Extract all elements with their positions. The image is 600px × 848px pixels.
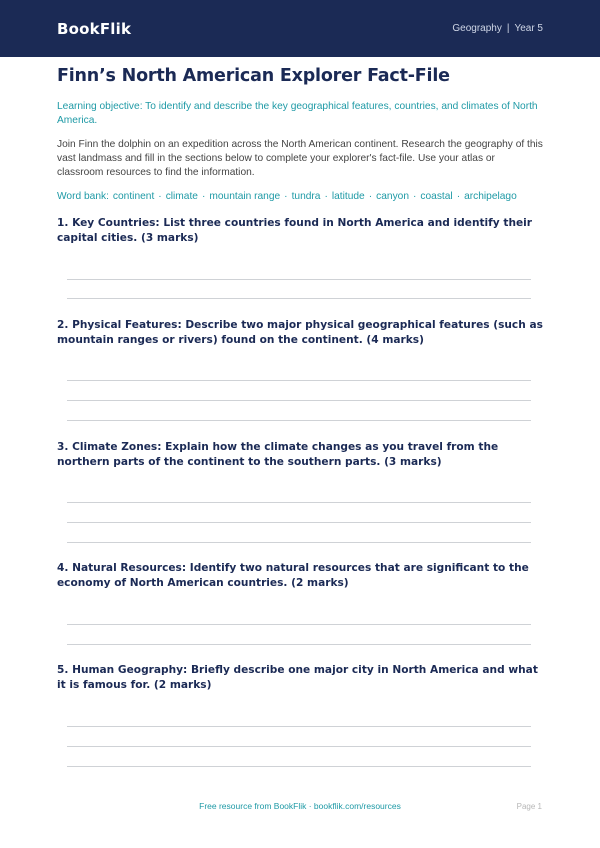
- footer-resource-link[interactable]: Free resource from BookFlik · bookflik.com/resources: [199, 801, 401, 811]
- brand-logo[interactable]: BookFlik: [57, 19, 132, 38]
- answer-line[interactable]: [67, 746, 531, 747]
- subject-label: Geography: [452, 23, 502, 34]
- word-bank-word: mountain range: [209, 191, 281, 202]
- word-bank-separator: ·: [284, 191, 288, 202]
- answer-line[interactable]: [67, 298, 531, 299]
- word-bank-separator: ·: [158, 191, 162, 202]
- page-title: Finn’s North American Explorer Fact-File: [57, 66, 450, 86]
- year-label: Year 5: [514, 23, 543, 34]
- word-bank-separator: ·: [201, 191, 206, 202]
- answer-line[interactable]: [67, 279, 531, 280]
- word-bank-word: archipelago: [464, 191, 517, 202]
- question-2: 2. Physical Features: Describe two major physical geographical features (such as mountain ranges or rivers) found on the continent. (4 marks): [57, 319, 543, 346]
- word-bank-separator: ·: [413, 191, 417, 202]
- answer-line[interactable]: [67, 502, 531, 503]
- subject-year-label: [452, 23, 543, 34]
- answer-line[interactable]: [67, 420, 531, 421]
- answer-line[interactable]: [67, 380, 531, 381]
- question-5: 5. Human Geography: Briefly describe one major city in North America and what it is famous for. (2 marks): [57, 664, 538, 691]
- word-bank-word: climate: [165, 191, 198, 202]
- answer-line[interactable]: [67, 522, 531, 523]
- word-bank-word: tundra: [291, 191, 321, 202]
- answer-line[interactable]: [67, 726, 531, 727]
- word-bank-separator: ·: [324, 191, 328, 202]
- answer-line[interactable]: [67, 644, 531, 645]
- question-1: 1. Key Countries: List three countries found in North America and identify their capital cities. (3 marks): [57, 217, 533, 244]
- intro-paragraph: Join Finn the dolphin on an expedition across the North American continent. Research the geography of this vast landmass and fill in the sections below to complete your explorer's fact-file. Use your atlas or classroom resources to find the information.: [57, 139, 543, 178]
- word-bank-word: coastal: [420, 191, 453, 202]
- word-bank-word: latitude: [331, 191, 365, 202]
- word-bank: [57, 190, 543, 204]
- question-4: 4. Natural Resources: Identify two natural resources that are significant to the economy of North American countries. (2 marks): [57, 562, 529, 589]
- intro-section: [57, 66, 543, 204]
- page-header: [0, 0, 600, 57]
- word-bank-word: continent: [112, 191, 155, 202]
- answer-line[interactable]: [67, 766, 531, 767]
- answer-line[interactable]: [67, 400, 531, 401]
- word-bank-word: canyon: [376, 191, 409, 202]
- word-bank-separator: ·: [456, 191, 461, 202]
- learning-objective: Learning objective: To identify and describe the key geographical features, countries, and climates of North America.: [57, 101, 538, 126]
- answer-line[interactable]: [67, 542, 531, 543]
- word-bank-separator: ·: [368, 191, 373, 202]
- word-bank-label: Word bank:: [57, 191, 109, 202]
- subject-separator: |: [506, 23, 510, 34]
- question-3: 3. Climate Zones: Explain how the climate changes as you travel from the northern parts of the continent to the southern parts. (3 marks): [57, 441, 499, 468]
- answer-line[interactable]: [67, 624, 531, 625]
- page-number: Page 1: [516, 802, 542, 811]
